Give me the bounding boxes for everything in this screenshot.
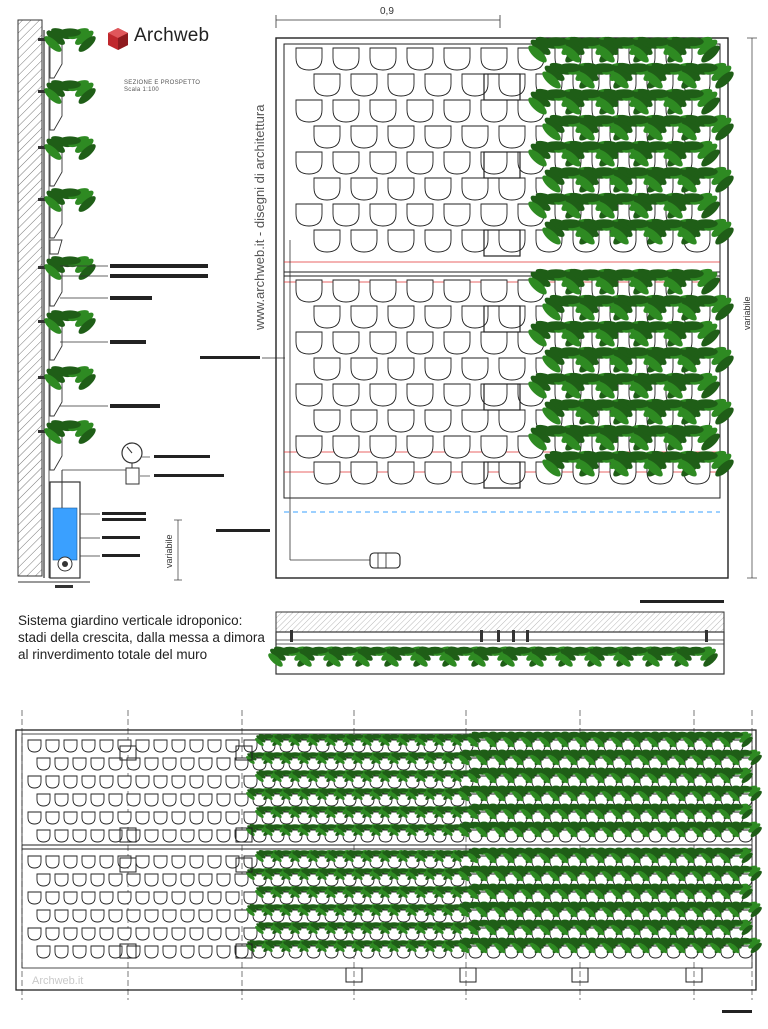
section-wall xyxy=(18,20,130,588)
brand-logo xyxy=(134,25,209,47)
dimension-label-width: 0,9 xyxy=(380,6,394,17)
vertical-watermark: www.archweb.it - disegni di architettura xyxy=(252,104,267,330)
brand-name: Archweb xyxy=(134,25,210,46)
variable-label-right: variabile xyxy=(742,296,752,330)
section-plant-pockets xyxy=(38,26,98,470)
logo-cube-icon xyxy=(108,28,128,50)
footer-watermark: Archweb.it xyxy=(32,975,84,987)
plan-plants xyxy=(266,630,719,669)
bottom-pocket-grid xyxy=(22,710,763,1000)
pressure-gauge xyxy=(122,443,142,484)
variable-label-left: variabile xyxy=(164,534,174,568)
drawing-subtitle xyxy=(124,80,200,94)
subtitle-line-1: SEZIONE E PROSPETTO xyxy=(124,80,201,86)
subtitle-line-2: Scala 1:100 xyxy=(124,87,159,93)
diagram-caption: Sistema giardino verticale idroponico: stadi della crescita, dalla messa a dimora al rinverdimento totale del muro xyxy=(18,613,265,662)
